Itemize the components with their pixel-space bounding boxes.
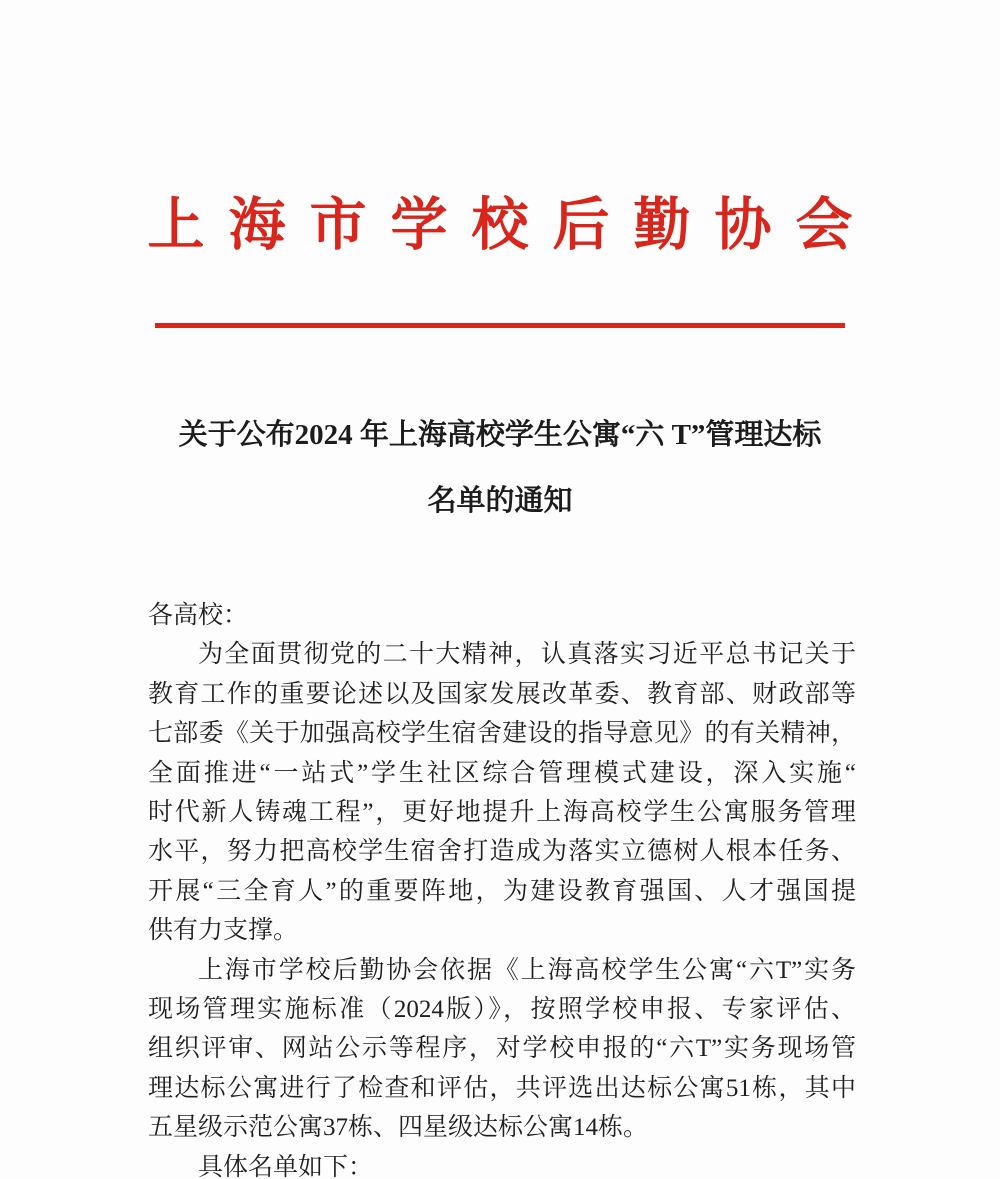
document-title-line1: 关于公布2024 年上海高校学生公寓“六 T”管理达标: [178, 419, 822, 451]
body-text-line: 为全面贯彻党的二十大精神，认真落实习近平总书记关于: [198, 641, 856, 669]
document-title-line2: 名单的通知: [427, 485, 573, 517]
body-text-line: 理达标公寓进行了检查和评估，共评选出达标公寓51栋，其中: [148, 1074, 856, 1102]
body-text-line: 开展“三全育人”的重要阵地，为建设教育强国、人才强国提: [148, 877, 856, 905]
body-text-line: 七部委《关于加强高校学生宿舍建设的指导意见》的有关精神，: [148, 720, 856, 748]
body-text-line: 上海市学校后勤协会依据《上海高校学生公寓“六T”实务: [198, 956, 856, 984]
document-title: [0, 414, 1000, 522]
letterhead-org-name: 上海市学校后勤协会: [147, 194, 877, 257]
body-text-line: 五星级示范公寓37栋、四星级达标公寓14栋。: [148, 1114, 649, 1142]
document-body: [148, 596, 856, 1179]
body-text-line: 供有力支撑。: [148, 917, 299, 945]
salutation-line: 各高校：: [148, 602, 249, 629]
body-text-line: 组织评审、网站公示等程序，对学校申报的“六T”实务现场管: [148, 1035, 856, 1063]
body-text-line: 现场管理实施标准（2024版）》，按照学校申报、专家评估、: [148, 996, 856, 1024]
body-text-line: 教育工作的重要论述以及国家发展改革委、教育部、财政部等: [148, 680, 856, 708]
body-text-line: 时代新人铸魂工程”，更好地提升上海高校学生公寓服务管理: [148, 799, 856, 827]
red-divider-line: [155, 323, 845, 328]
body-text-line: 水平，努力把高校学生宿舍打造成为落实立德树人根本任务、: [148, 838, 856, 866]
list-intro-line: 具体名单如下：: [198, 1153, 374, 1179]
body-text-line: 全面推进“一站式”学生社区综合管理模式建设，深入实施“: [148, 759, 856, 787]
